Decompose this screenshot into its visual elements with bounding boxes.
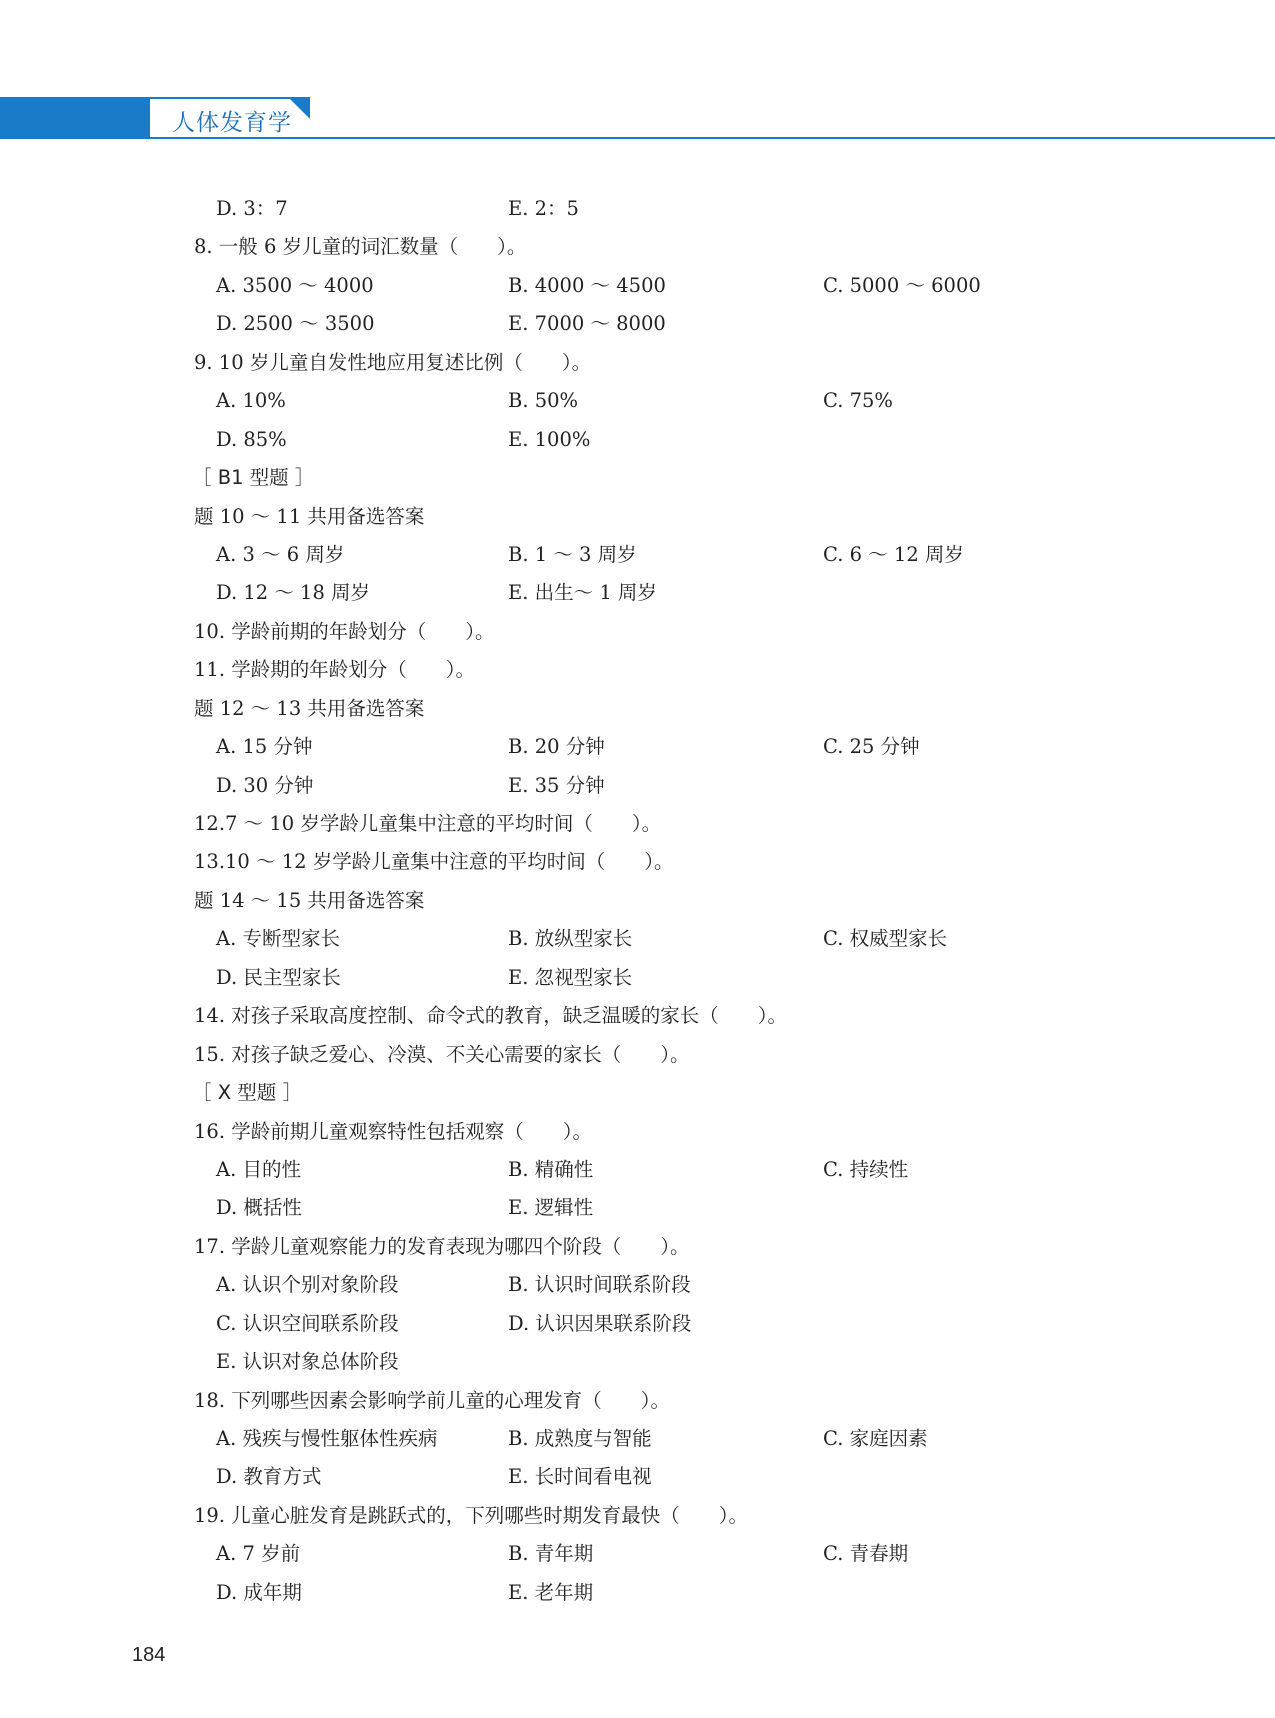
question-text: 18. 下列哪些因素会影响学前儿童的心理发育（ ）。 <box>194 1388 670 1412</box>
answer-option: B. 认识时间联系阶段 <box>508 1273 691 1297</box>
answer-option: A. 认识个别对象阶段 <box>216 1273 399 1297</box>
answer-option: B. 成熟度与智能 <box>508 1427 652 1450</box>
options-row <box>0 1420 1275 1458</box>
question-row <box>0 344 1275 382</box>
question-row <box>0 613 1275 651</box>
options-row <box>0 267 1275 305</box>
question-text: 15. 对孩子缺乏爱心、冷漠、不关心需要的家长（ ）。 <box>194 1042 690 1066</box>
question-row <box>0 843 1275 881</box>
answer-option: D. 民主型家长 <box>216 965 341 989</box>
page-number: 184 <box>132 1644 166 1666</box>
question-row <box>0 690 1275 728</box>
question-row <box>0 228 1275 266</box>
question-text: 题 10 ～ 11 共用备选答案 <box>194 504 425 528</box>
options-row <box>0 767 1275 805</box>
answer-option: E. 100% <box>508 427 591 451</box>
answer-option: E. 认识对象总体阶段 <box>216 1350 399 1374</box>
answer-option: B. 1 ～ 3 周岁 <box>508 542 637 566</box>
question-text: 12.7 ～ 10 岁学龄儿童集中注意的平均时间（ ）。 <box>194 812 662 835</box>
options-row <box>0 1343 1275 1381</box>
answer-option: A. 目的性 <box>216 1157 301 1181</box>
answer-option: D. 85% <box>216 427 287 451</box>
question-row <box>0 651 1275 689</box>
answer-option: D. 成年期 <box>216 1580 302 1604</box>
book-title: 人体发育学 <box>172 110 292 136</box>
answer-option: B. 精确性 <box>508 1157 594 1181</box>
answer-option: B. 50% <box>508 389 579 413</box>
question-row <box>0 882 1275 920</box>
answer-option: A. 10% <box>216 389 286 413</box>
header-rule <box>0 137 1275 139</box>
answer-option: E. 逻辑性 <box>508 1196 594 1220</box>
question-text: 14. 对孩子采取高度控制、命令式的教育，缺乏温暖的家长（ ）。 <box>194 1004 787 1028</box>
answer-option: A. 专断型家长 <box>216 927 340 951</box>
answer-option: E. 7000 ～ 8000 <box>508 312 666 336</box>
options-row <box>0 1535 1275 1573</box>
options-row <box>0 920 1275 958</box>
question-row <box>0 498 1275 536</box>
options-row <box>0 574 1275 612</box>
answer-option: A. 15 分钟 <box>216 735 313 759</box>
question-list <box>0 190 1275 1612</box>
answer-option: D. 概括性 <box>216 1196 302 1220</box>
question-row <box>0 1036 1275 1074</box>
options-row <box>0 1151 1275 1189</box>
answer-option: E. 忽视型家长 <box>508 965 633 989</box>
options-row <box>0 728 1275 766</box>
section-heading-row <box>0 1074 1275 1112</box>
question-text: 10. 学龄前期的年龄划分（ ）。 <box>194 619 495 643</box>
answer-option: C. 认识空间联系阶段 <box>216 1311 399 1335</box>
answer-option: C. 权威型家长 <box>823 927 948 951</box>
answer-option: B. 20 分钟 <box>508 735 605 759</box>
question-text: 11. 学龄期的年龄划分（ ）。 <box>194 658 475 682</box>
options-row <box>0 382 1275 420</box>
options-row <box>0 959 1275 997</box>
answer-option: A. 3500 ～ 4000 <box>216 273 374 297</box>
options-row <box>0 305 1275 343</box>
answer-option: A. 7 岁前 <box>216 1542 301 1566</box>
question-text: 16. 学龄前期儿童观察特性包括观察（ ）。 <box>194 1119 592 1143</box>
answer-option: D. 2500 ～ 3500 <box>216 312 375 336</box>
question-row <box>0 1113 1275 1151</box>
answer-option: D. 30 分钟 <box>216 773 314 797</box>
answer-option: C. 6 ～ 12 周岁 <box>823 542 964 566</box>
answer-option: B. 放纵型家长 <box>508 927 633 951</box>
options-row <box>0 1266 1275 1304</box>
options-row <box>0 1574 1275 1612</box>
answer-option: C. 75% <box>823 389 893 413</box>
question-row <box>0 997 1275 1035</box>
answer-option: D. 3：7 <box>216 197 288 220</box>
answer-option: E. 2：5 <box>508 197 579 220</box>
answer-option: E. 35 分钟 <box>508 773 605 797</box>
answer-option: B. 4000 ～ 4500 <box>508 273 666 297</box>
options-row <box>0 190 1275 228</box>
answer-option: A. 残疾与慢性躯体性疾病 <box>216 1427 438 1450</box>
options-row <box>0 536 1275 574</box>
question-text: 8. 一般 6 岁儿童的词汇数量（ ）。 <box>194 235 527 259</box>
answer-option: D. 教育方式 <box>216 1465 322 1489</box>
answer-option: D. 认识因果联系阶段 <box>508 1311 692 1335</box>
section-heading: ［ B1 型题 ］ <box>192 466 315 490</box>
question-row <box>0 805 1275 843</box>
options-row <box>0 1305 1275 1343</box>
question-row <box>0 1228 1275 1266</box>
question-text: 题 12 ～ 13 共用备选答案 <box>194 696 425 720</box>
answer-option: A. 3 ～ 6 周岁 <box>216 542 345 566</box>
answer-option: C. 青春期 <box>823 1542 909 1566</box>
answer-option: C. 25 分钟 <box>823 735 920 759</box>
question-row <box>0 1382 1275 1420</box>
answer-option: C. 家庭因素 <box>823 1427 928 1450</box>
options-row <box>0 1458 1275 1496</box>
options-row <box>0 421 1275 459</box>
question-text: 题 14 ～ 15 共用备选答案 <box>194 888 425 912</box>
answer-option: E. 出生～ 1 周岁 <box>508 581 657 605</box>
section-heading: ［ X 型题 ］ <box>192 1081 302 1105</box>
options-row <box>0 1189 1275 1227</box>
question-text: 13.10 ～ 12 岁学龄儿童集中注意的平均时间（ ）。 <box>194 850 674 874</box>
header-band <box>0 97 155 139</box>
answer-option: C. 持续性 <box>823 1157 909 1181</box>
section-heading-row <box>0 459 1275 497</box>
answer-option: B. 青年期 <box>508 1542 594 1566</box>
answer-option: C. 5000 ～ 6000 <box>823 273 981 297</box>
answer-option: D. 12 ～ 18 周岁 <box>216 581 371 605</box>
question-text: 9. 10 岁儿童自发性地应用复述比例（ ）。 <box>194 350 592 374</box>
answer-option: E. 长时间看电视 <box>508 1465 652 1489</box>
question-row <box>0 1497 1275 1535</box>
question-text: 17. 学龄儿童观察能力的发育表现为哪四个阶段（ ）。 <box>194 1234 690 1258</box>
answer-option: E. 老年期 <box>508 1580 594 1604</box>
question-text: 19. 儿童心脏发育是跳跃式的，下列哪些时期发育最快（ ）。 <box>194 1503 748 1527</box>
